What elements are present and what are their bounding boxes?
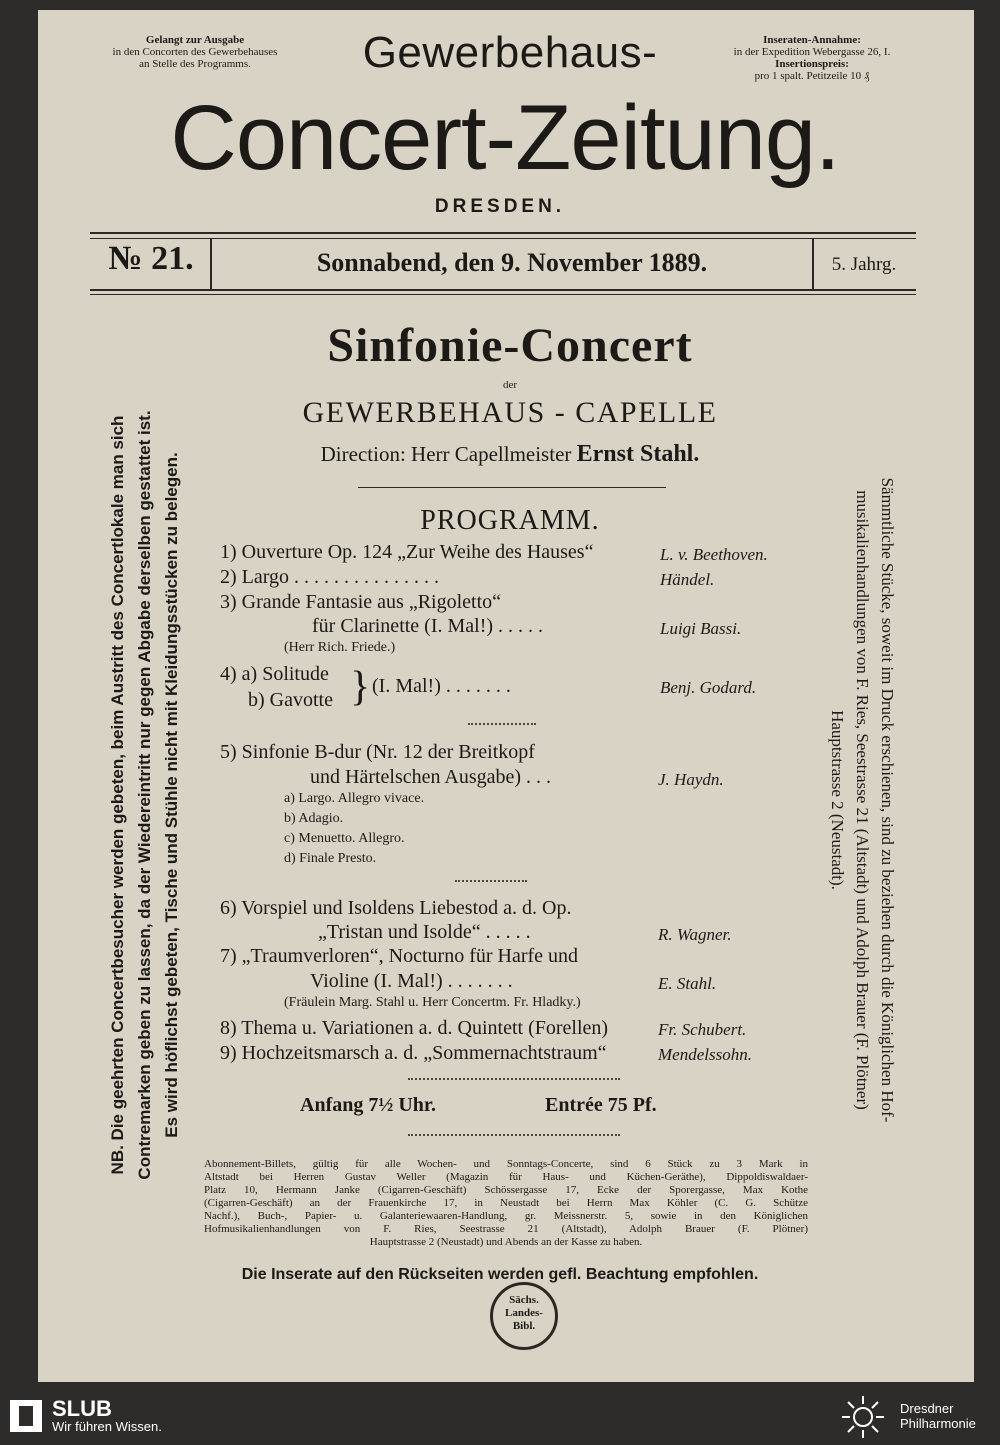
side-left-line: Contremarken geben zu lassen, da der Wiedereintritt nur gegen Abgabe derselben gestattet ist. bbox=[135, 410, 154, 1180]
right-note-line: Insertionspreis: bbox=[775, 58, 849, 70]
slub-logo-icon[interactable] bbox=[10, 1400, 42, 1432]
program-item-5: 5) Sinfonie B-dur (Nr. 12 der Breitkopf bbox=[220, 741, 535, 763]
program-item-6: 6) Vorspiel und Isoldens Liebestod a. d. Op. bbox=[220, 897, 572, 919]
right-note-line: in der Expedition Webergasse 26, I. bbox=[733, 46, 891, 58]
viewer-footer bbox=[0, 1392, 1000, 1441]
issue-year: 5. Jahrg. bbox=[831, 254, 897, 275]
program-item-6-line2: „Tristan und Isolde“ . . . . . bbox=[318, 921, 531, 943]
program-item-3-line2: für Clarinette (I. Mal!) . . . . . bbox=[312, 615, 544, 637]
abo-line: (Cigarren-Geschäft) an der Frauenkirche 17, in Neustadt bei Herrn Max Köhler (C. G. Schütze bbox=[204, 1197, 808, 1209]
program-item-9: 9) Hochzeitsmarsch a. d. „Sommernachtstraum“ bbox=[220, 1042, 607, 1064]
movement-d: d) Finale Presto. bbox=[284, 851, 377, 866]
rule-bottom bbox=[90, 289, 916, 291]
concert-der: der bbox=[502, 379, 518, 391]
left-note-line: in den Concorten des Gewerbehauses bbox=[112, 46, 278, 58]
issue-date: Sonnabend, den 9. November 1889. bbox=[316, 248, 708, 277]
composer-2: Händel. bbox=[660, 570, 715, 589]
program-item-4a: 4) a) Solitude bbox=[220, 663, 329, 685]
stamp-line: Sächs. bbox=[509, 1294, 539, 1306]
program-item-4-mid: (I. Mal!) . . . . . . . bbox=[372, 675, 511, 697]
movement-c: c) Menuetto. Allegro. bbox=[284, 831, 405, 846]
masthead-top: Gewerbehaus- bbox=[362, 28, 658, 77]
abo-line: Hauptstrasse 2 (Neustadt) und Abends an der Kasse zu haben. bbox=[369, 1236, 643, 1248]
inserate-note: Die Inserate auf den Rückseiten werden gefl. Beachtung empfohlen. bbox=[241, 1266, 759, 1283]
brace: } bbox=[350, 664, 371, 710]
right-note-line: Inseraten-Annahme: bbox=[763, 34, 861, 46]
composer-5: J. Haydn. bbox=[658, 770, 724, 789]
abo-line: Abonnement-Billets, gültig für alle Wochen- und Sonntags-Concerte, sind 6 Stück zu 3 Mark in bbox=[204, 1158, 808, 1170]
masthead-title: Concert-Zeitung. bbox=[170, 87, 840, 189]
separator-2 bbox=[455, 874, 527, 882]
abo-line: Nachf.), Buch-, Papier- u. Galanteriewaaren-Handlung, gr. Meissnerstr. 5, sowie in den Königlichen bbox=[204, 1210, 808, 1222]
program-item-7-line2: Violine (I. Mal!) . . . . . . . bbox=[310, 970, 513, 992]
movement-a: a) Largo. Allegro vivace. bbox=[284, 791, 425, 806]
separator-1 bbox=[468, 717, 536, 725]
side-left-line: Es wird höflichst gebeten, Tische und Stühle nicht mit Kleidungsstücken zu belegen. bbox=[162, 452, 181, 1138]
side-note-right-text bbox=[825, 340, 900, 1260]
program-item-5-line2: und Härtelschen Ausgabe) . . . bbox=[310, 766, 552, 788]
abo-line: Altstadt bei Herren Gustav Weller (Magazin für Haus- und Küchen-Geräthe), Dippoldiswaldaer- bbox=[204, 1171, 808, 1183]
left-note-line: Gelangt zur Ausgabe bbox=[145, 34, 245, 46]
direction-name: Herr Capellmeister bbox=[411, 442, 572, 466]
side-right-line: Sämmtliche Stücke, soweit im Druck erschienen, sind zu beziehen durch die Königlichen Hof- bbox=[878, 477, 897, 1123]
rule-top-2 bbox=[90, 238, 916, 239]
program-item-3: 3) Grande Fantasie aus „Rigoletto“ bbox=[220, 591, 502, 613]
movement-b: b) Adagio. bbox=[284, 811, 344, 826]
composer-4: Benj. Godard. bbox=[660, 678, 757, 697]
left-note-line: an Stelle des Programms. bbox=[139, 58, 251, 70]
concert-title: Sinfonie-Concert bbox=[327, 319, 693, 372]
conductor-name: Ernst Stahl. bbox=[576, 441, 700, 467]
right-note-line: pro 1 spalt. Petitzeile 10 ₰ bbox=[754, 70, 870, 82]
separator-4 bbox=[408, 1128, 620, 1136]
slub-brand[interactable]: SLUB bbox=[52, 1396, 112, 1421]
performer-note-7: (Fräulein Marg. Stahl u. Herr Concertm. Fr. Hladky.) bbox=[284, 995, 581, 1010]
direction-line bbox=[230, 441, 790, 468]
abo-line: Hofmusikalienhandlungen von F. Ries, Seestrasse 21 (Altstadt), Adolph Brauer (F. Plötner) bbox=[204, 1223, 808, 1235]
philharmonie-logo-icon[interactable] bbox=[840, 1394, 886, 1440]
orchestra-name: GEWERBEHAUS - CAPELLE bbox=[302, 396, 718, 429]
program-item-4b: b) Gavotte bbox=[248, 689, 333, 711]
composer-7: E. Stahl. bbox=[658, 974, 717, 993]
program-item-2: 2) Largo . . . . . . . . . . . . . . . bbox=[220, 566, 440, 588]
issue-number: № 21. bbox=[108, 240, 194, 277]
direction-label: Direction: bbox=[320, 442, 406, 466]
stamp-line: Bibl. bbox=[512, 1320, 536, 1332]
side-note-left-text bbox=[104, 340, 185, 1250]
header-right-note bbox=[712, 34, 912, 82]
side-right-line: musikalienhandlungen von F. Ries, Seestrasse 21 (Altstadt) und Adolph Brauer (F. Plötner) bbox=[853, 490, 872, 1110]
abo-line: Platz 10, Hermann Janke (Cigarren-Geschäft) Schössergasse 17, Ecke der Sporergasse, Max Kothe bbox=[204, 1184, 808, 1196]
side-left-line: NB. Die geehrten Concertbesucher werden gebeten, beim Austritt des Concertlokale man sich bbox=[108, 415, 127, 1175]
philharmonie-brand-1: Dresdner bbox=[900, 1401, 954, 1416]
side-right-line: Hauptstrasse 2 (Neustadt). bbox=[828, 710, 847, 890]
header-left-note bbox=[100, 34, 290, 70]
side-note-left bbox=[104, 340, 214, 1250]
separator-3 bbox=[408, 1072, 620, 1080]
rule-top bbox=[90, 232, 916, 234]
program-item-8: 8) Thema u. Variationen a. d. Quintett (Forellen) bbox=[220, 1017, 609, 1039]
side-note-right bbox=[820, 340, 900, 1260]
rule-bottom-2 bbox=[90, 294, 916, 295]
stamp-line: Landes- bbox=[505, 1307, 543, 1319]
composer-1: L. v. Beethoven. bbox=[660, 545, 768, 564]
composer-6: R. Wagner. bbox=[658, 925, 732, 944]
composer-9: Mendelssohn. bbox=[658, 1045, 752, 1064]
start-time: Anfang 7½ Uhr. bbox=[300, 1094, 436, 1116]
abonnement-block bbox=[204, 1158, 808, 1249]
philharmonie-brand-2: Philharmonie bbox=[900, 1416, 976, 1431]
performer-note-3: (Herr Rich. Friede.) bbox=[284, 640, 396, 655]
masthead-city: DRESDEN. bbox=[434, 196, 566, 217]
program-item-7: 7) „Traumverloren“, Nocturno für Harfe und bbox=[220, 945, 579, 967]
slub-tagline: Wir führen Wissen. bbox=[52, 1419, 162, 1434]
heading-divider bbox=[358, 487, 666, 488]
program-heading: PROGRAMM. bbox=[420, 505, 600, 536]
composer-3: Luigi Bassi. bbox=[660, 619, 742, 638]
composer-8: Fr. Schubert. bbox=[658, 1020, 747, 1039]
library-stamp bbox=[490, 1282, 558, 1350]
entry-price: Entrée 75 Pf. bbox=[545, 1094, 657, 1116]
program-item-1: 1) Ouverture Op. 124 „Zur Weihe des Hauses“ bbox=[220, 541, 594, 563]
